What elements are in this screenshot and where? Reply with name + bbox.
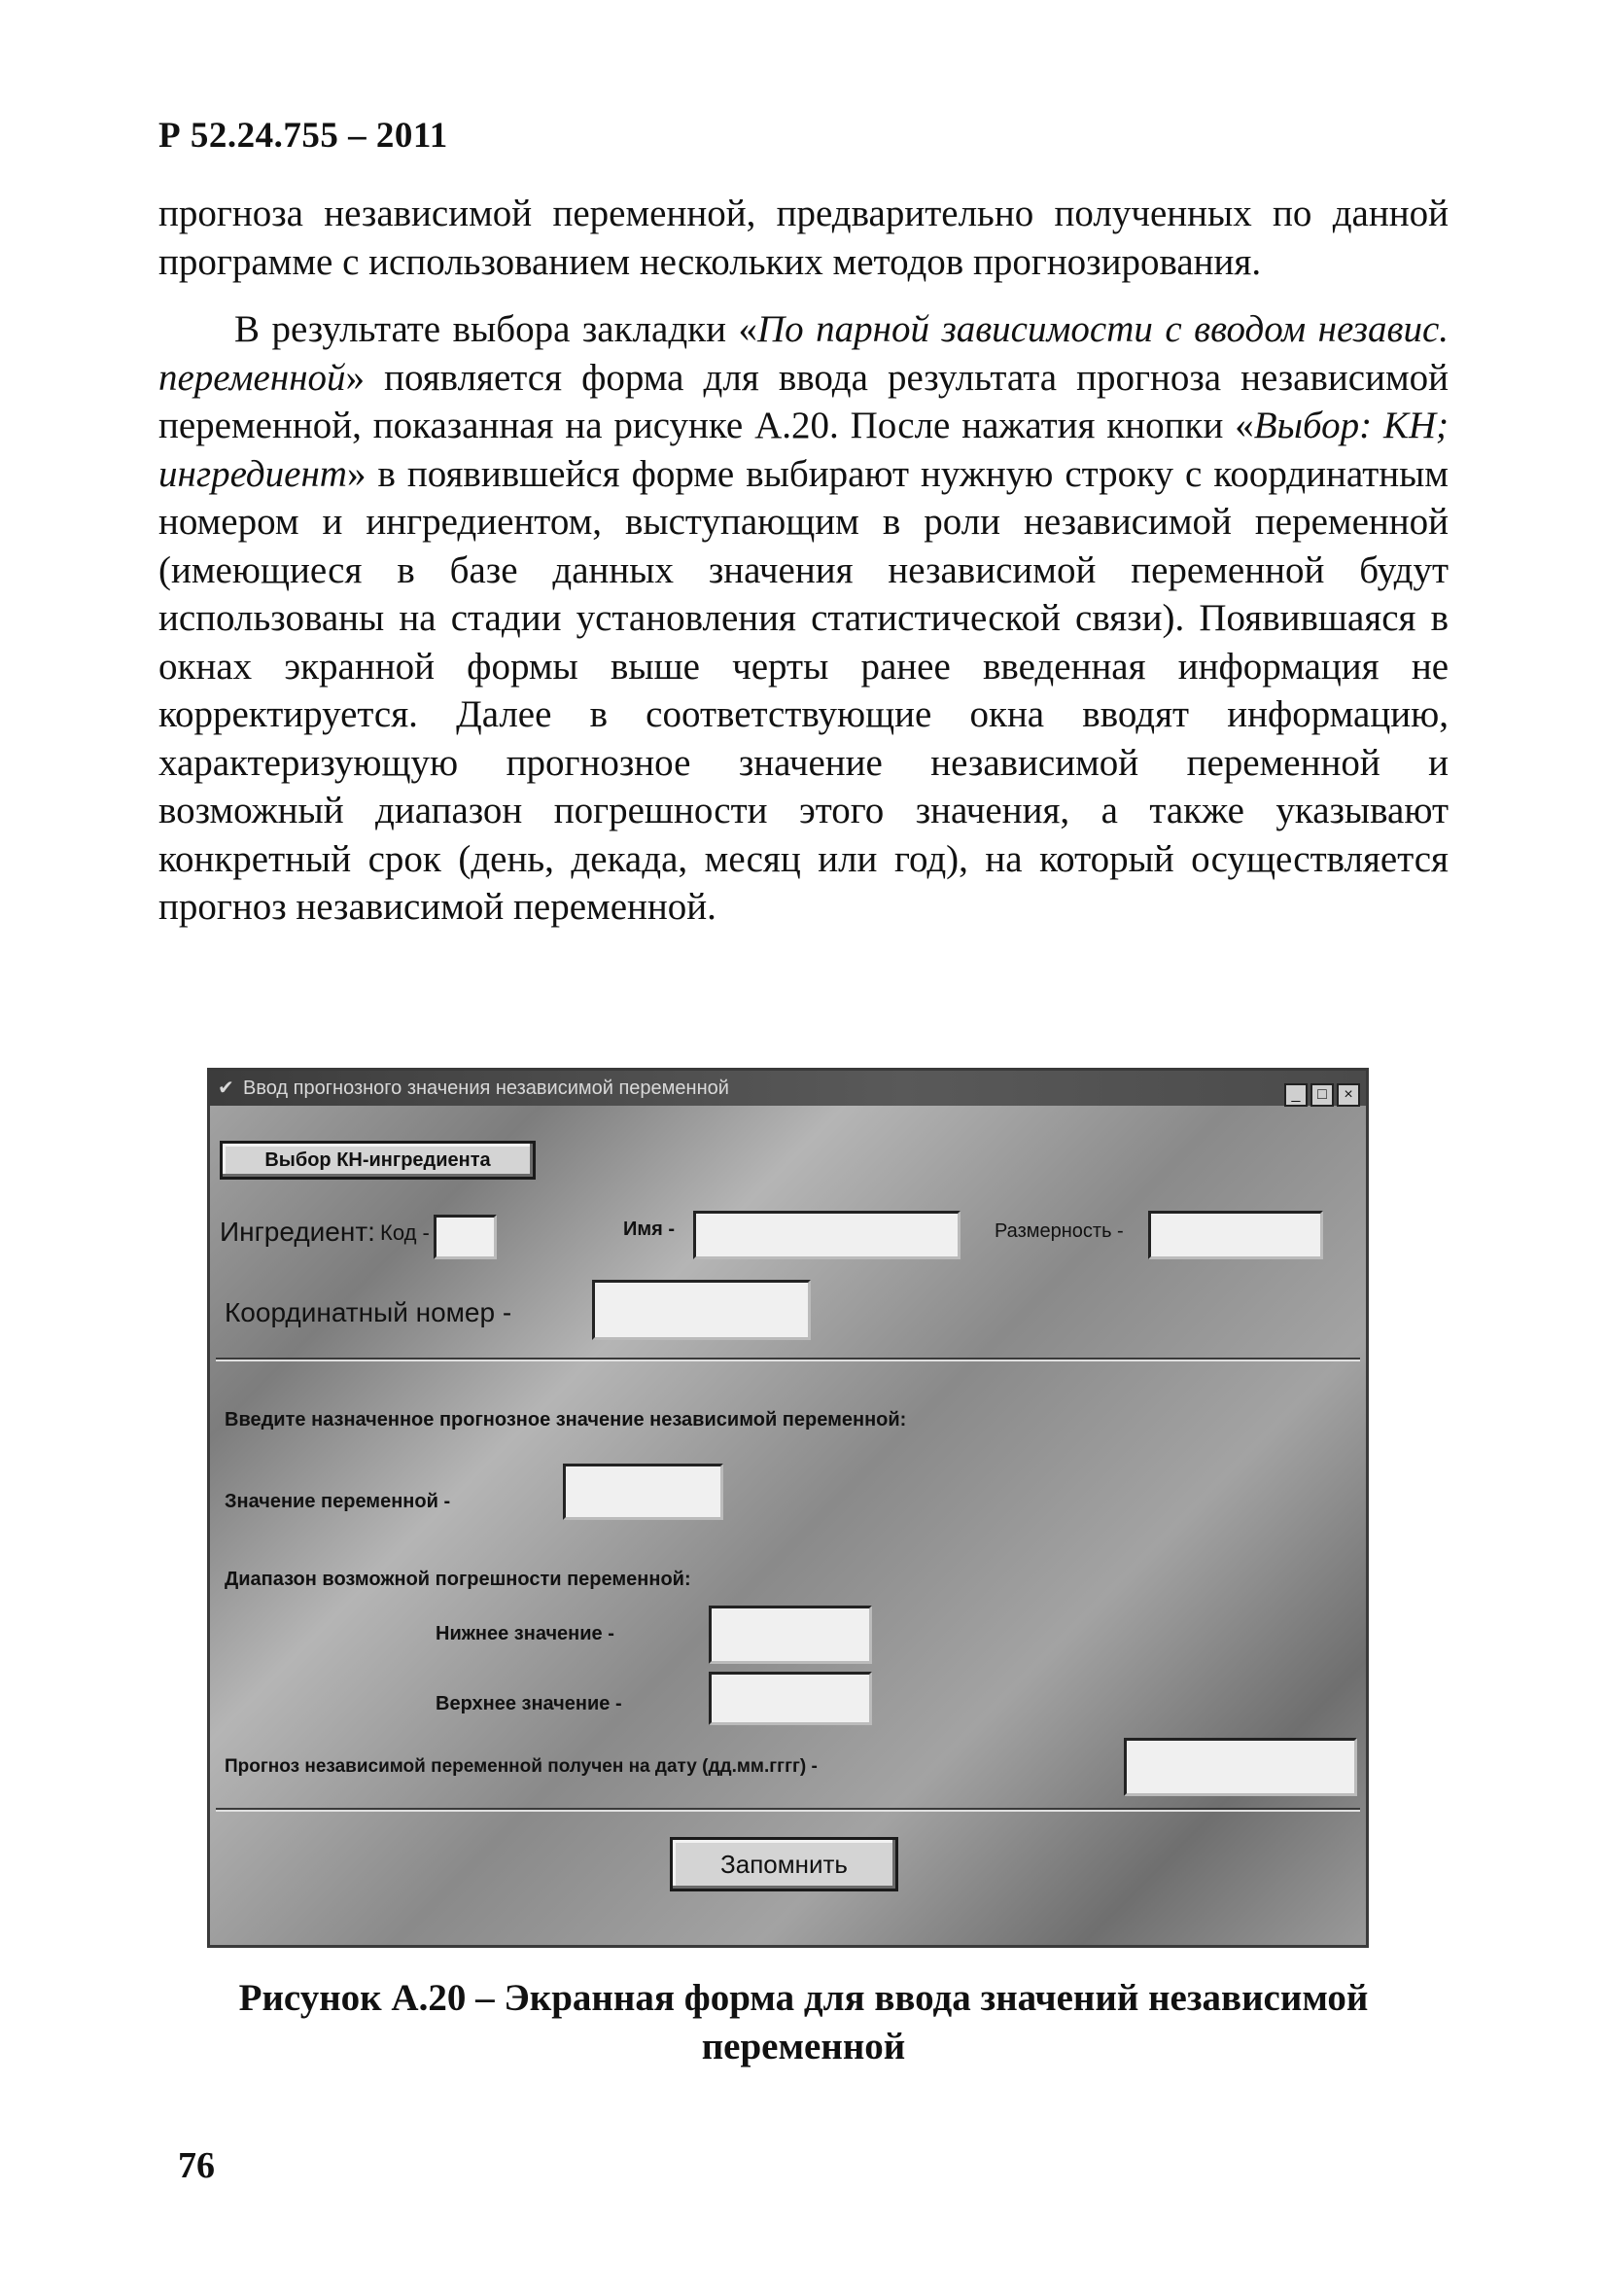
unit-label: Размерность - (995, 1220, 1124, 1242)
button-name-italic: Выбор: КН; ингредиент (158, 405, 1449, 495)
tab-name-italic: По парной зависимости с вводом независ. переменной (158, 308, 1450, 399)
unit-field[interactable] (1148, 1211, 1323, 1259)
maximize-icon[interactable]: □ (1310, 1083, 1334, 1107)
code-field[interactable] (434, 1215, 497, 1259)
app-icon: ✔ (218, 1077, 234, 1099)
form-window (207, 1068, 1369, 1948)
separator-line (216, 1358, 1360, 1361)
paragraph-text: » появляется форма для ввода результата прогноза независимой переменной, показанная на рисунке А.20. После нажатия кнопки « (158, 356, 1449, 446)
value-field[interactable] (563, 1464, 723, 1520)
paragraph-text: » в появившейся форме выбирают нужную строку с координатным номером и ингредиентом, выступающим в роли независимой переменной (имеющиеся в базе данных значения независимой переменной будут использованы на стадии установления статистической связи). Появившаяся в окнах экранной формы выше черты ранее введенная информация не корректируется. Далее в соответствующие окна вводят информацию, характеризующую прогнозное значение независимой переменной и возможный диапазон погрешности этого значения, а также указывают конкретный срок (день, декада, месяц или год), на который осуществляется прогноз независимой переменной. (158, 452, 1449, 928)
coordinate-label: Координатный номер - (225, 1297, 512, 1327)
paragraph-text: В результате выбора закладки « (234, 308, 758, 350)
name-label: Имя - (623, 1219, 676, 1240)
window-titlebar[interactable] (210, 1071, 1366, 1106)
lower-value-label: Нижнее значение - (436, 1623, 614, 1644)
ingredient-label: Ингредиент: (220, 1217, 375, 1247)
instruction-label: Введите назначенное прогнозное значение независимой переменной: (225, 1409, 907, 1431)
separator-line (216, 1808, 1360, 1812)
window-title: Ввод прогнозного значения независимой переменной (243, 1077, 729, 1099)
figure-caption (158, 1974, 1449, 2071)
paragraph-continuation: прогноза независимой переменной, предварительно полученных по данной программе с использованием нескольких методов прогнозирования. (158, 193, 1449, 283)
lower-value-field[interactable] (709, 1606, 872, 1664)
page-number: 76 (178, 2145, 215, 2186)
save-button[interactable]: Запомнить (670, 1837, 898, 1891)
body-text (158, 190, 1449, 932)
standard-header: Р 52.24.755 – 2011 (158, 116, 448, 156)
date-field[interactable] (1124, 1738, 1357, 1796)
date-label: Прогноз независимой переменной получен на дату (дд.мм.гггг) - (225, 1756, 818, 1777)
upper-value-field[interactable] (709, 1672, 872, 1725)
code-label: Код - (380, 1220, 430, 1245)
select-ingredient-button[interactable]: Выбор КН-ингредиента (220, 1141, 536, 1180)
name-field[interactable] (693, 1211, 961, 1259)
window-controls (1281, 1076, 1360, 1111)
paragraph-description (158, 305, 1449, 932)
upper-value-label: Верхнее значение - (436, 1693, 622, 1714)
range-heading: Диапазон возможной погрешности переменной: (225, 1569, 691, 1590)
close-icon[interactable]: × (1337, 1083, 1360, 1107)
value-label: Значение переменной - (225, 1491, 451, 1512)
caption-line: Рисунок А.20 – Экранная форма для ввода значений независимой (238, 1977, 1369, 2019)
caption-line: переменной (701, 2026, 906, 2067)
minimize-icon[interactable]: _ (1284, 1083, 1308, 1107)
coordinate-field[interactable] (592, 1280, 811, 1340)
